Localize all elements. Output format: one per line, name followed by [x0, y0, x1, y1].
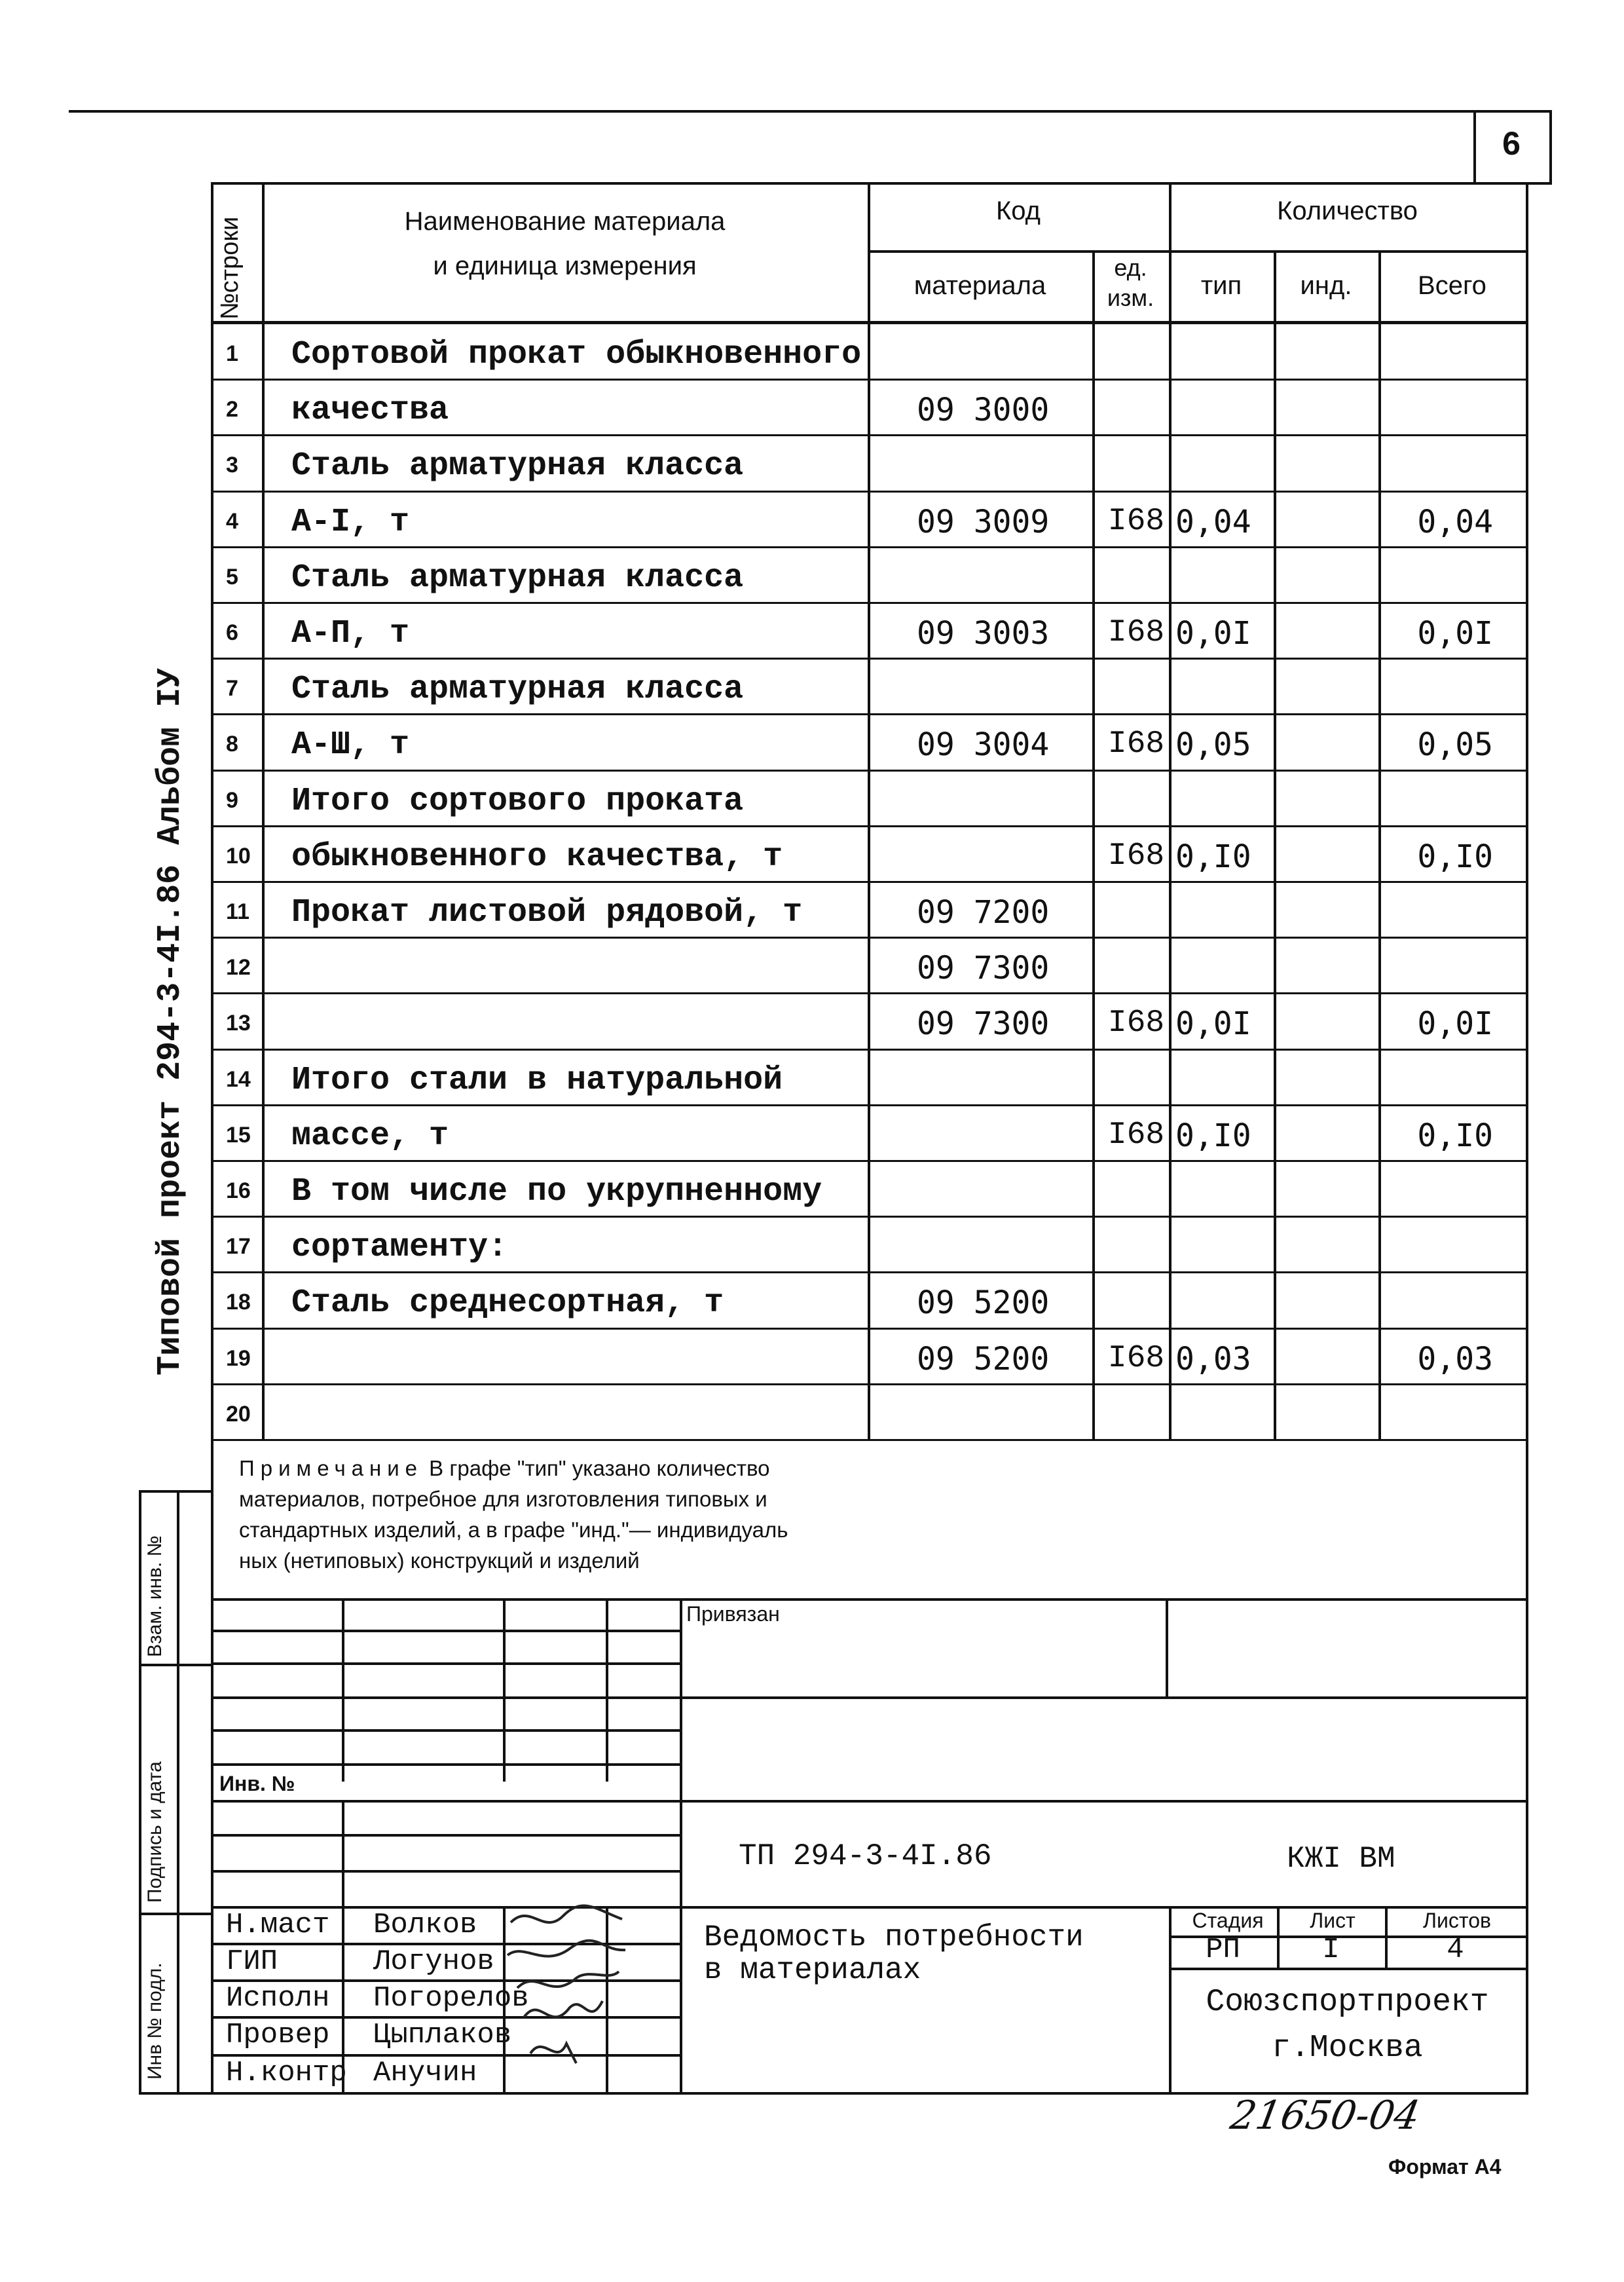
row-number: 5 — [226, 564, 238, 589]
stamp-inv-no: Инв. № — [219, 1772, 295, 1795]
stamp-sheet: I — [1322, 1934, 1340, 1966]
row-material-name: Итого стали в натуральной — [291, 1061, 783, 1099]
row-material-name: Сталь арматурная класса — [291, 671, 744, 709]
signatory-name: Волков — [373, 1909, 477, 1941]
stamp-org-line2: г.Москва — [1272, 2030, 1423, 2066]
stamp-mark: КЖI ВМ — [1287, 1842, 1395, 1876]
row-material-code: 09 7300 — [917, 950, 1050, 987]
table-row-line — [211, 434, 1526, 436]
table-row-line — [211, 713, 1526, 715]
header-qty-total: Всего — [1418, 271, 1486, 300]
table-row-line — [211, 1160, 1526, 1162]
frame-top — [211, 182, 1552, 185]
tb-privyazan-divider — [1166, 1598, 1168, 1696]
stamp-sheet-label: Лист — [1310, 1909, 1356, 1932]
col-line-rowno — [262, 182, 265, 1440]
tb-row-6 — [211, 1800, 1528, 1803]
margin-strip-div1 — [139, 1664, 211, 1666]
row-number: 7 — [226, 676, 238, 701]
row-number: 15 — [226, 1122, 251, 1148]
row-material-code: 09 3000 — [917, 392, 1050, 429]
note-line3: стандартных изделий, а в графе "инд."— индивидуаль — [239, 1518, 788, 1542]
row-qty-type: 0,03 — [1175, 1340, 1251, 1377]
handwritten-number: 21650-04 — [1227, 2093, 1424, 2139]
margin-inv-podl: Инв № подл. — [144, 1962, 166, 2080]
signatory-name: Логунов — [373, 1945, 494, 1978]
stamp-stage-label: Стадия — [1192, 1909, 1264, 1932]
table-row-line — [211, 602, 1526, 604]
col-line-ind — [1378, 250, 1381, 1440]
row-number: 8 — [226, 732, 238, 757]
row-material-name: массе, т — [291, 1117, 449, 1155]
header-subline — [868, 250, 1526, 253]
row-qty-type: 0,I0 — [1175, 1117, 1251, 1154]
table-row-line — [211, 1216, 1526, 1218]
table-row-line — [211, 546, 1526, 548]
table-row-line — [211, 992, 1526, 994]
tb-stage-row-b — [1169, 1968, 1526, 1970]
table-row-line — [211, 1049, 1526, 1051]
note-bottom — [211, 1598, 1528, 1601]
table-row-line — [211, 825, 1526, 827]
header-qty-type: тип — [1200, 271, 1242, 300]
row-qty-total: 0,03 — [1417, 1340, 1493, 1377]
table-row-line — [211, 1383, 1526, 1385]
signatory-role: Н.контр — [226, 2057, 347, 2089]
header-code-material: материала — [913, 271, 1046, 300]
tb-row-3 — [211, 1696, 1528, 1699]
row-qty-total: 0,I0 — [1417, 838, 1493, 875]
row-number: 17 — [226, 1234, 251, 1260]
row-material-code: 09 7200 — [917, 894, 1050, 931]
row-number: 20 — [226, 1401, 251, 1427]
header-rowno: №строки — [216, 216, 244, 320]
row-material-name: А-I, т — [291, 503, 410, 541]
note-block — [239, 1453, 788, 1576]
row-unit-code: I68 — [1107, 1117, 1165, 1153]
tb-col-2 — [503, 1598, 506, 1782]
stamp-sheets-label: Листов — [1423, 1909, 1491, 1932]
margin-vzam: Взам. инв. № — [144, 1535, 166, 1657]
stamp-privyazan: Привязан — [686, 1602, 780, 1626]
header-code-group: Код — [995, 196, 1041, 225]
header-bottom — [211, 321, 1526, 324]
row-number: 10 — [226, 843, 251, 869]
row-unit-code: I68 — [1107, 1340, 1165, 1376]
row-number: 19 — [226, 1345, 251, 1371]
col-line-unit — [1169, 182, 1172, 1440]
tb-row-8 — [211, 1870, 680, 1873]
header-qty-group: Количество — [1277, 196, 1418, 225]
row-material-name: Итого сортового проката — [291, 782, 744, 820]
row-material-name: обыкновенного качества, т — [291, 838, 783, 876]
stamp-title-line2: в материалах — [704, 1953, 921, 1987]
signatory-name: Погорелов — [373, 1982, 529, 2015]
row-qty-total: 0,0I — [1417, 1005, 1493, 1043]
signatory-role: Провер — [226, 2019, 330, 2051]
signatures-image — [504, 1903, 629, 2099]
row-qty-total: 0,0I — [1417, 615, 1493, 652]
margin-podpis: Подпись и дата — [144, 1761, 166, 1903]
row-number: 6 — [226, 620, 238, 645]
tb-row-5 — [211, 1763, 680, 1766]
table-row-line — [211, 937, 1526, 939]
col-line-name — [868, 182, 870, 1440]
header-code-unit-l1: ед. — [1114, 254, 1147, 281]
row-number: 4 — [226, 508, 238, 534]
margin-strip-left — [139, 1490, 141, 2093]
side-album-label: Типовой проект 294-3-4I.86 Альбом IУ — [152, 667, 189, 1375]
signatory-role: ГИП — [226, 1945, 278, 1978]
row-number: 11 — [226, 899, 249, 924]
stamp-project-code: ТП 294-3-4I.86 — [739, 1839, 992, 1873]
tb-col-1b — [342, 1800, 344, 2093]
stamp-title-line1: Ведомость потребности — [704, 1920, 1084, 1955]
row-qty-total: 0,04 — [1417, 503, 1493, 540]
row-number: 2 — [226, 397, 238, 422]
tb-col-1 — [342, 1598, 344, 1782]
note-title: Примечание — [239, 1456, 424, 1480]
note-line4: ных (нетиповых) конструкций и изделий — [239, 1548, 640, 1573]
row-number: 12 — [226, 955, 251, 981]
row-qty-type: 0,0I — [1175, 615, 1251, 652]
row-material-name: Сортовой прокат обыкновенного — [291, 336, 862, 373]
row-material-code: 09 5200 — [917, 1284, 1050, 1322]
col-line-code — [1092, 250, 1095, 1440]
row-material-name: Сталь арматурная класса — [291, 447, 744, 485]
row-material-code: 09 3009 — [917, 503, 1050, 540]
stamp-stage: РП — [1206, 1934, 1240, 1966]
row-material-code: 09 7300 — [917, 1005, 1050, 1043]
row-qty-type: 0,05 — [1175, 726, 1251, 764]
margin-strip-div2 — [139, 1913, 211, 1915]
row-material-name: качества — [291, 392, 449, 430]
row-material-code: 09 3003 — [917, 615, 1050, 652]
row-number: 14 — [226, 1066, 251, 1092]
header-name-line1: Наименование материала — [404, 207, 726, 236]
top-border — [69, 110, 1552, 113]
margin-strip-top — [139, 1490, 211, 1493]
note-line2: материалов, потребное для изготовления типовых и — [239, 1487, 767, 1511]
row-material-name: А-Ш, т — [291, 726, 410, 764]
tb-row-7 — [211, 1834, 680, 1837]
table-row-line — [211, 491, 1526, 493]
table-row-line — [211, 881, 1526, 883]
tb-col-3 — [606, 1598, 608, 1782]
row-material-name: Прокат листовой рядовой, т — [291, 894, 803, 931]
row-unit-code: I68 — [1107, 726, 1165, 762]
frame-left — [211, 182, 213, 2095]
table-row-line — [211, 1271, 1526, 1273]
table-row-line — [211, 379, 1526, 381]
format-label: Формат А4 — [1388, 2155, 1502, 2179]
header-name-line2: и единица измерения — [433, 252, 697, 280]
table-row-line — [211, 1439, 1526, 1441]
row-qty-type: 0,I0 — [1175, 838, 1251, 875]
row-material-code: 09 5200 — [917, 1340, 1050, 1377]
row-material-code: 09 3004 — [917, 726, 1050, 764]
signatory-role: Исполн — [226, 1982, 330, 2015]
tb-row-1 — [211, 1630, 680, 1632]
note-line1: В графе "тип" указано количество — [423, 1456, 770, 1480]
stamp-sheets: 4 — [1447, 1934, 1464, 1966]
row-number: 16 — [226, 1178, 251, 1203]
tb-row-4 — [211, 1729, 680, 1732]
signatory-role: Н.маст — [226, 1909, 330, 1941]
row-number: 18 — [226, 1290, 251, 1315]
row-qty-total: 0,I0 — [1417, 1117, 1493, 1154]
page-number-box-right — [1549, 110, 1552, 182]
row-material-name: Сталь среднесортная, т — [291, 1284, 724, 1322]
signatory-name: Анучин — [373, 2057, 477, 2089]
row-qty-total: 0,05 — [1417, 726, 1493, 764]
row-material-name: А-П, т — [291, 615, 410, 652]
table-row-line — [211, 1328, 1526, 1330]
table-row-line — [211, 770, 1526, 772]
row-qty-type: 0,0I — [1175, 1005, 1251, 1043]
tb-row-2 — [211, 1662, 680, 1665]
stamp-org-line1: Союзспортпроект — [1206, 1985, 1489, 2020]
table-row-line — [211, 1104, 1526, 1106]
row-unit-code: I68 — [1107, 1005, 1165, 1041]
margin-strip-mid — [177, 1490, 179, 2093]
row-unit-code: I68 — [1107, 503, 1165, 539]
signatory-name: Цыплаков — [373, 2019, 512, 2051]
header-qty-ind: инд. — [1300, 271, 1352, 300]
page-number: 6 — [1502, 125, 1521, 162]
header-code-unit-l2: изм. — [1107, 284, 1154, 311]
row-number: 9 — [226, 787, 238, 813]
row-material-name: Сталь арматурная класса — [291, 559, 744, 597]
row-unit-code: I68 — [1107, 615, 1165, 650]
row-number: 13 — [226, 1011, 251, 1036]
row-unit-code: I68 — [1107, 838, 1165, 874]
row-material-name: В том числе по укрупненному — [291, 1173, 822, 1210]
row-number: 3 — [226, 453, 238, 478]
table-row-line — [211, 658, 1526, 660]
row-material-name: сортаменту: — [291, 1229, 508, 1267]
tb-col-4 — [680, 1598, 682, 2093]
frame-right — [1526, 182, 1528, 2095]
row-qty-type: 0,04 — [1175, 503, 1251, 540]
col-line-type — [1274, 250, 1276, 1440]
row-number: 1 — [226, 341, 238, 366]
